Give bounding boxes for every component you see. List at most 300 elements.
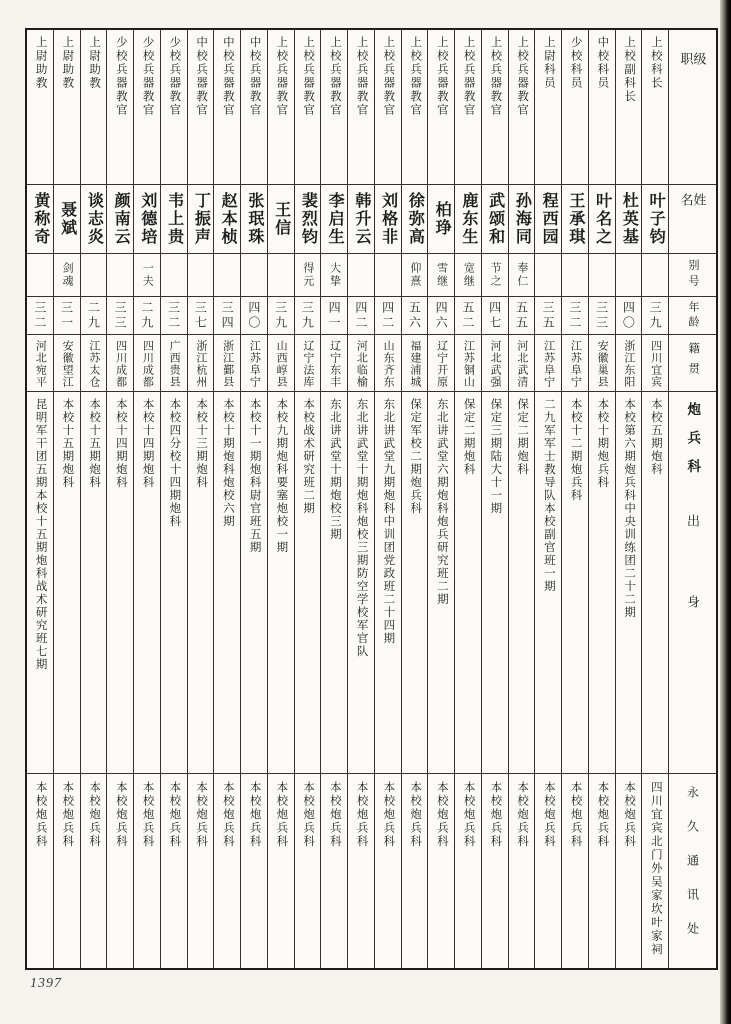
name-text: 聂斌 <box>58 201 76 237</box>
alias-cell <box>54 254 80 297</box>
alias-cell <box>642 254 668 297</box>
name-text: 鹿东生 <box>459 192 477 246</box>
origin-text: 河北宛平 <box>34 340 47 388</box>
name-cell <box>428 185 454 254</box>
age-text: 四〇 <box>246 300 261 331</box>
name-text: 谈志炎 <box>85 192 103 246</box>
background-cell <box>268 392 294 774</box>
name-cell <box>214 185 240 254</box>
alias-cell <box>321 254 347 297</box>
age-cell <box>295 297 321 335</box>
background-text: 保定三期陆大十一期 <box>489 398 502 515</box>
age-text: 三二 <box>567 300 582 331</box>
origin-text: 江苏太仓 <box>87 340 100 388</box>
address-cell <box>214 774 240 968</box>
origin-cell <box>134 335 160 392</box>
age-text: 二九 <box>86 300 101 331</box>
age-cell <box>107 297 133 335</box>
origin-text: 河北武强 <box>489 340 502 388</box>
address-cell <box>642 774 668 968</box>
address-text: 本校炮兵科 <box>275 781 288 849</box>
age-cell <box>375 297 401 335</box>
name-cell <box>188 185 214 254</box>
age-cell <box>455 297 481 335</box>
rank-cell <box>562 30 588 185</box>
name-cell <box>134 185 160 254</box>
background-cell <box>241 392 267 774</box>
rank-cell <box>428 30 454 185</box>
alias-text: 节之 <box>489 262 502 288</box>
name-text: 武颂和 <box>486 192 504 246</box>
name-cell <box>509 185 535 254</box>
origin-cell <box>27 335 53 392</box>
address-cell <box>402 774 428 968</box>
rank-cell <box>241 30 267 185</box>
origin-cell <box>214 335 240 392</box>
address-text: 本校炮兵科 <box>569 781 582 849</box>
age-cell <box>161 297 187 335</box>
address-text: 本校炮兵科 <box>221 781 234 849</box>
name-text: 刘格非 <box>379 192 397 246</box>
background-text: 本校十一期炮科尉官班五期 <box>248 398 261 554</box>
rank-text: 上尉助教 <box>88 36 101 90</box>
alias-text: 奉仁 <box>515 262 528 288</box>
origin-text: 辽宁开原 <box>435 340 448 388</box>
origin-label: 籍贯 <box>687 342 700 383</box>
field-label-column <box>669 30 716 968</box>
person-column <box>214 30 241 968</box>
rank-cell <box>107 30 133 185</box>
alias-label-cell <box>669 254 716 297</box>
background-text: 东北讲武堂十期炮科炮校三期防空学校军官队 <box>355 398 368 658</box>
rank-text: 少校兵器教官 <box>141 36 154 117</box>
rank-text: 上校兵器教官 <box>302 36 315 117</box>
alias-cell <box>348 254 374 297</box>
alias-label: 别号 <box>687 259 699 291</box>
age-cell <box>562 297 588 335</box>
origin-text: 山西崞县 <box>275 340 288 388</box>
background-cell <box>161 392 187 774</box>
rank-text: 上校兵器教官 <box>382 36 395 117</box>
origin-cell <box>509 335 535 392</box>
origin-cell <box>268 335 294 392</box>
origin-text: 广西贵县 <box>168 340 181 388</box>
age-text: 三一 <box>59 300 74 331</box>
rank-cell <box>268 30 294 185</box>
rank-cell <box>482 30 508 185</box>
name-text: 程西园 <box>540 192 558 246</box>
origin-text: 四川成都 <box>141 340 154 388</box>
age-text: 四二 <box>353 300 368 331</box>
background-cell <box>428 392 454 774</box>
origin-cell <box>54 335 80 392</box>
name-text: 叶名之 <box>593 192 611 246</box>
rank-text: 上校兵器教官 <box>355 36 368 117</box>
origin-text: 辽宁法库 <box>301 340 314 388</box>
background-text: 二九军军士教导队本校副官班一期 <box>542 398 555 593</box>
address-text: 本校炮兵科 <box>61 781 74 849</box>
background-cell <box>348 392 374 774</box>
person-column <box>321 30 348 968</box>
address-cell <box>241 774 267 968</box>
background-text: 本校十五期炮科 <box>88 398 101 489</box>
age-cell <box>27 297 53 335</box>
name-cell <box>562 185 588 254</box>
person-columns <box>27 30 669 968</box>
name-text: 王信 <box>272 201 290 237</box>
name-cell <box>81 185 107 254</box>
age-text: 五五 <box>514 300 529 331</box>
address-text: 本校炮兵科 <box>489 781 502 849</box>
alias-cell <box>214 254 240 297</box>
age-text: 五六 <box>407 300 422 331</box>
background-cell <box>214 392 240 774</box>
background-cell <box>509 392 535 774</box>
person-column <box>54 30 81 968</box>
name-text: 赵本桢 <box>219 192 237 246</box>
person-column <box>535 30 562 968</box>
background-cell <box>642 392 668 774</box>
age-cell <box>134 297 160 335</box>
age-text: 三二 <box>32 300 47 331</box>
rank-label: 级职 <box>678 52 707 123</box>
rank-cell <box>616 30 642 185</box>
background-cell <box>562 392 588 774</box>
name-text: 丁振声 <box>192 192 210 246</box>
background-text: 东北讲武堂六期炮科炮兵研究班二期 <box>435 398 448 606</box>
age-cell <box>642 297 668 335</box>
name-text: 杜英基 <box>620 192 638 246</box>
age-label-cell <box>669 297 716 335</box>
name-cell <box>589 185 615 254</box>
origin-cell <box>562 335 588 392</box>
age-text: 三五 <box>541 300 556 331</box>
name-text: 颜南云 <box>112 192 130 246</box>
rank-cell <box>642 30 668 185</box>
alias-text: 雪继 <box>435 262 448 288</box>
address-text: 本校炮兵科 <box>596 781 609 849</box>
origin-cell <box>482 335 508 392</box>
page-number: 1397 <box>30 976 62 991</box>
rank-cell <box>455 30 481 185</box>
age-text: 三三 <box>113 300 128 331</box>
background-text: 保定二期炮科 <box>516 398 529 476</box>
rank-cell <box>402 30 428 185</box>
address-cell <box>535 774 561 968</box>
age-text: 四二 <box>380 300 395 331</box>
name-cell <box>375 185 401 254</box>
alias-cell <box>482 254 508 297</box>
alias-cell <box>616 254 642 297</box>
age-cell <box>214 297 240 335</box>
name-cell <box>402 185 428 254</box>
address-cell <box>81 774 107 968</box>
origin-cell <box>161 335 187 392</box>
alias-cell <box>375 254 401 297</box>
address-cell <box>428 774 454 968</box>
name-text: 韦上贵 <box>165 192 183 246</box>
person-column <box>562 30 589 968</box>
address-cell <box>589 774 615 968</box>
origin-cell <box>428 335 454 392</box>
background-text: 本校十期炮兵科 <box>596 398 609 489</box>
person-column <box>455 30 482 968</box>
origin-text: 河北临榆 <box>355 340 368 388</box>
background-text: 本校十五期炮科 <box>61 398 74 489</box>
background-cell <box>295 392 321 774</box>
scan-gutter-edge <box>720 0 731 1024</box>
age-text: 四七 <box>487 300 502 331</box>
address-cell <box>348 774 374 968</box>
age-label: 年龄 <box>687 300 699 331</box>
name-text: 裴烈钧 <box>299 192 317 246</box>
rank-text: 上尉助教 <box>61 36 74 90</box>
origin-cell <box>455 335 481 392</box>
address-text: 本校炮兵科 <box>248 781 261 849</box>
origin-cell <box>589 335 615 392</box>
background-text: 本校十四期炮科 <box>141 398 154 489</box>
age-text: 二九 <box>139 300 154 331</box>
rank-cell <box>188 30 214 185</box>
background-text: 本校九期炮科要塞炮校一期 <box>275 398 288 554</box>
background-cell <box>616 392 642 774</box>
name-label: 姓名 <box>678 193 707 230</box>
rank-cell <box>81 30 107 185</box>
name-text: 刘德培 <box>138 192 156 246</box>
person-column <box>161 30 188 968</box>
background-cell <box>54 392 80 774</box>
background-cell <box>107 392 133 774</box>
background-text: 东北讲武堂十期炮校三期 <box>328 398 341 541</box>
name-cell <box>482 185 508 254</box>
address-cell <box>54 774 80 968</box>
person-column <box>241 30 268 968</box>
rank-text: 上校兵器教官 <box>409 36 422 117</box>
alias-text: 宽继 <box>462 262 475 288</box>
background-text: 本校五期炮科 <box>649 398 662 476</box>
age-cell <box>188 297 214 335</box>
address-label-cell <box>669 774 716 968</box>
rank-cell <box>54 30 80 185</box>
background-cell <box>81 392 107 774</box>
alias-cell <box>188 254 214 297</box>
origin-cell <box>81 335 107 392</box>
address-cell <box>27 774 53 968</box>
background-cell <box>455 392 481 774</box>
address-text: 本校炮兵科 <box>141 781 154 849</box>
alias-cell <box>402 254 428 297</box>
background-text: 本校第六期炮兵科中央训练团二十二期 <box>623 398 636 619</box>
origin-cell <box>321 335 347 392</box>
address-text: 本校炮兵科 <box>34 781 47 849</box>
background-cell <box>482 392 508 774</box>
address-cell <box>295 774 321 968</box>
rank-text: 少校兵器教官 <box>168 36 181 117</box>
background-text: 东北讲武堂九期炮科中训团党政班二十四期 <box>382 398 395 645</box>
address-cell <box>107 774 133 968</box>
origin-text: 江苏阜宁 <box>569 340 582 388</box>
age-cell <box>616 297 642 335</box>
address-cell <box>161 774 187 968</box>
alias-cell <box>589 254 615 297</box>
age-text: 四一 <box>327 300 342 331</box>
age-cell <box>402 297 428 335</box>
name-text: 韩升云 <box>352 192 370 246</box>
origin-text: 浙江杭州 <box>194 340 207 388</box>
rank-cell <box>134 30 160 185</box>
name-cell <box>27 185 53 254</box>
origin-cell <box>188 335 214 392</box>
alias-cell <box>428 254 454 297</box>
rank-text: 上校兵器教官 <box>435 36 448 117</box>
address-cell <box>562 774 588 968</box>
person-column <box>295 30 322 968</box>
alias-cell <box>295 254 321 297</box>
name-cell <box>616 185 642 254</box>
origin-text: 福建浦城 <box>408 340 421 388</box>
origin-text: 安徽巢县 <box>596 340 609 388</box>
background-cell <box>27 392 53 774</box>
address-text: 四川宜宾北门外吴家坎叶家祠 <box>649 781 662 957</box>
alias-cell <box>455 254 481 297</box>
rank-text: 中校兵器教官 <box>195 36 208 117</box>
rank-cell <box>535 30 561 185</box>
background-text: 保定军校二期炮兵科 <box>409 398 422 515</box>
address-cell <box>455 774 481 968</box>
background-cell <box>589 392 615 774</box>
background-text: 本校十三期炮科 <box>195 398 208 489</box>
origin-cell <box>616 335 642 392</box>
origin-cell <box>348 335 374 392</box>
name-label-cell <box>669 185 716 254</box>
origin-text: 四川成都 <box>114 340 127 388</box>
age-cell <box>589 297 615 335</box>
name-text: 叶子钧 <box>647 192 665 246</box>
name-cell <box>161 185 187 254</box>
address-text: 本校炮兵科 <box>542 781 555 849</box>
name-text: 黄称奇 <box>31 192 49 246</box>
alias-cell <box>268 254 294 297</box>
origin-text: 河北武清 <box>515 340 528 388</box>
rank-cell <box>161 30 187 185</box>
address-text: 本校炮兵科 <box>195 781 208 849</box>
name-cell <box>535 185 561 254</box>
address-label: 永久通讯处 <box>685 786 700 956</box>
rank-label-cell <box>669 30 716 185</box>
person-column <box>268 30 295 968</box>
rank-text: 中校科员 <box>596 36 609 90</box>
age-cell <box>241 297 267 335</box>
person-column <box>642 30 669 968</box>
alias-text: 一夫 <box>141 262 154 288</box>
age-text: 三九 <box>273 300 288 331</box>
alias-text: 大挚 <box>328 262 341 288</box>
person-column <box>81 30 108 968</box>
alias-cell <box>562 254 588 297</box>
origin-cell <box>241 335 267 392</box>
origin-cell <box>295 335 321 392</box>
background-text: 本校十二期炮兵科 <box>569 398 582 502</box>
background-cell <box>535 392 561 774</box>
age-cell <box>482 297 508 335</box>
origin-text: 浙江东阳 <box>622 340 635 388</box>
origin-cell <box>107 335 133 392</box>
background-text: 本校四分校十四期炮科 <box>168 398 181 528</box>
person-column <box>375 30 402 968</box>
rank-text: 上校兵器教官 <box>489 36 502 117</box>
address-text: 本校炮兵科 <box>516 781 529 849</box>
origin-label-cell <box>669 335 716 392</box>
rank-text: 少校科员 <box>569 36 582 90</box>
background-cell <box>402 392 428 774</box>
name-cell <box>268 185 294 254</box>
background-cell <box>321 392 347 774</box>
address-text: 本校炮兵科 <box>168 781 181 849</box>
person-column <box>509 30 536 968</box>
rank-cell <box>214 30 240 185</box>
address-cell <box>188 774 214 968</box>
background-cell <box>134 392 160 774</box>
name-cell <box>295 185 321 254</box>
background-text: 昆明军干团五期本校十五期炮科战术研究班七期 <box>34 398 47 671</box>
origin-text: 安徽望江 <box>61 340 74 388</box>
background-text: 本校十期炮科炮校六期 <box>221 398 234 528</box>
background-text: 保定二期炮科 <box>462 398 475 476</box>
address-cell <box>375 774 401 968</box>
person-column <box>107 30 134 968</box>
age-text: 三七 <box>193 300 208 331</box>
age-cell <box>54 297 80 335</box>
address-text: 本校炮兵科 <box>462 781 475 849</box>
person-column <box>348 30 375 968</box>
name-cell <box>321 185 347 254</box>
age-text: 三二 <box>166 300 181 331</box>
person-column <box>402 30 429 968</box>
roster-table <box>25 28 718 970</box>
name-cell <box>54 185 80 254</box>
address-cell <box>616 774 642 968</box>
person-column <box>616 30 643 968</box>
name-text: 李启生 <box>326 192 344 246</box>
alias-cell <box>27 254 53 297</box>
origin-text: 浙江鄞县 <box>221 340 234 388</box>
origin-text: 山东齐东 <box>382 340 395 388</box>
age-cell <box>348 297 374 335</box>
age-cell <box>268 297 294 335</box>
alias-cell <box>81 254 107 297</box>
background-cell <box>375 392 401 774</box>
name-cell <box>642 185 668 254</box>
origin-text: 江苏阜宁 <box>248 340 261 388</box>
address-text: 本校炮兵科 <box>88 781 101 849</box>
name-text: 孙海同 <box>513 192 531 246</box>
address-cell <box>482 774 508 968</box>
alias-cell <box>241 254 267 297</box>
rank-cell <box>348 30 374 185</box>
alias-text: 得元 <box>301 262 314 288</box>
alias-text: 仰熹 <box>408 262 421 288</box>
rank-text: 少校兵器教官 <box>114 36 127 117</box>
rank-text: 上校科长 <box>649 36 662 90</box>
name-text: 王承琪 <box>566 192 584 246</box>
origin-cell <box>402 335 428 392</box>
origin-text: 江苏铜山 <box>462 340 475 388</box>
age-cell <box>428 297 454 335</box>
age-text: 四六 <box>434 300 449 331</box>
person-column <box>482 30 509 968</box>
background-text: 本校十四期炮科 <box>114 398 127 489</box>
name-cell <box>241 185 267 254</box>
